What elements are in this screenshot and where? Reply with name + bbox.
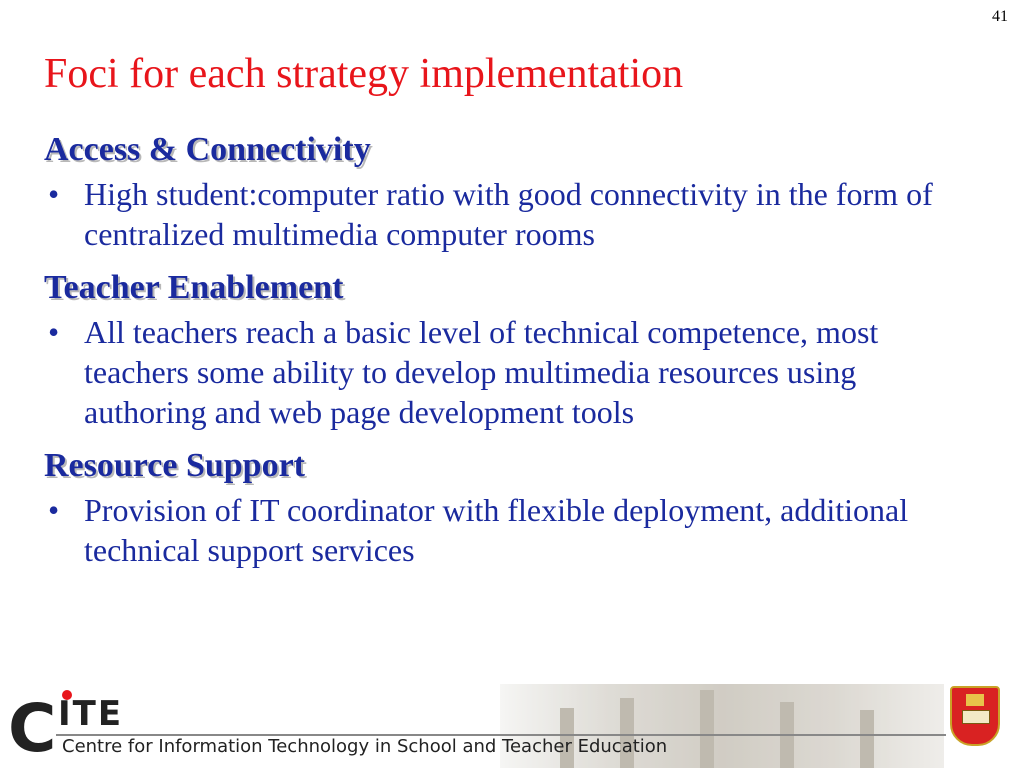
cite-logo-text: ITE: [58, 694, 124, 734]
slide-footer: [0, 682, 1024, 768]
crest-lion-icon: [966, 694, 984, 706]
university-crest-icon: [950, 686, 1000, 746]
bullet-text: All teachers reach a basic level of technical competence, most teachers some ability to develop multimedia resources using authoring and web page development tools: [84, 314, 879, 430]
footer-organization-name: Centre for Information Technology in School and Teacher Education: [62, 736, 668, 757]
section-resource-support: [44, 442, 984, 570]
section-access-connectivity: [44, 126, 984, 254]
bullet-text: Provision of IT coordinator with flexible deployment, additional technical support services: [84, 492, 909, 568]
slide-title: Foci for each strategy implementation: [44, 51, 684, 97]
bullet-text: High student:computer ratio with good connectivity in the form of centralized multimedia computer rooms: [84, 176, 933, 252]
section-heading: Teacher Enablement: [44, 269, 344, 306]
bullet-dot: •: [48, 492, 60, 528]
bullet-dot: •: [48, 176, 60, 212]
section-heading: Access & Connectivity: [44, 131, 371, 168]
bullet-dot: •: [48, 314, 60, 350]
bullet-item: [44, 174, 984, 254]
bullet-item: [44, 490, 984, 570]
section-teacher-enablement: [44, 264, 984, 432]
slide-number: 41: [992, 8, 1008, 25]
slide-content: [44, 126, 984, 576]
section-heading: Resource Support: [44, 447, 305, 484]
crest-book-icon: [962, 710, 990, 724]
bullet-item: [44, 312, 984, 432]
cite-logo-letter: C: [8, 690, 57, 767]
